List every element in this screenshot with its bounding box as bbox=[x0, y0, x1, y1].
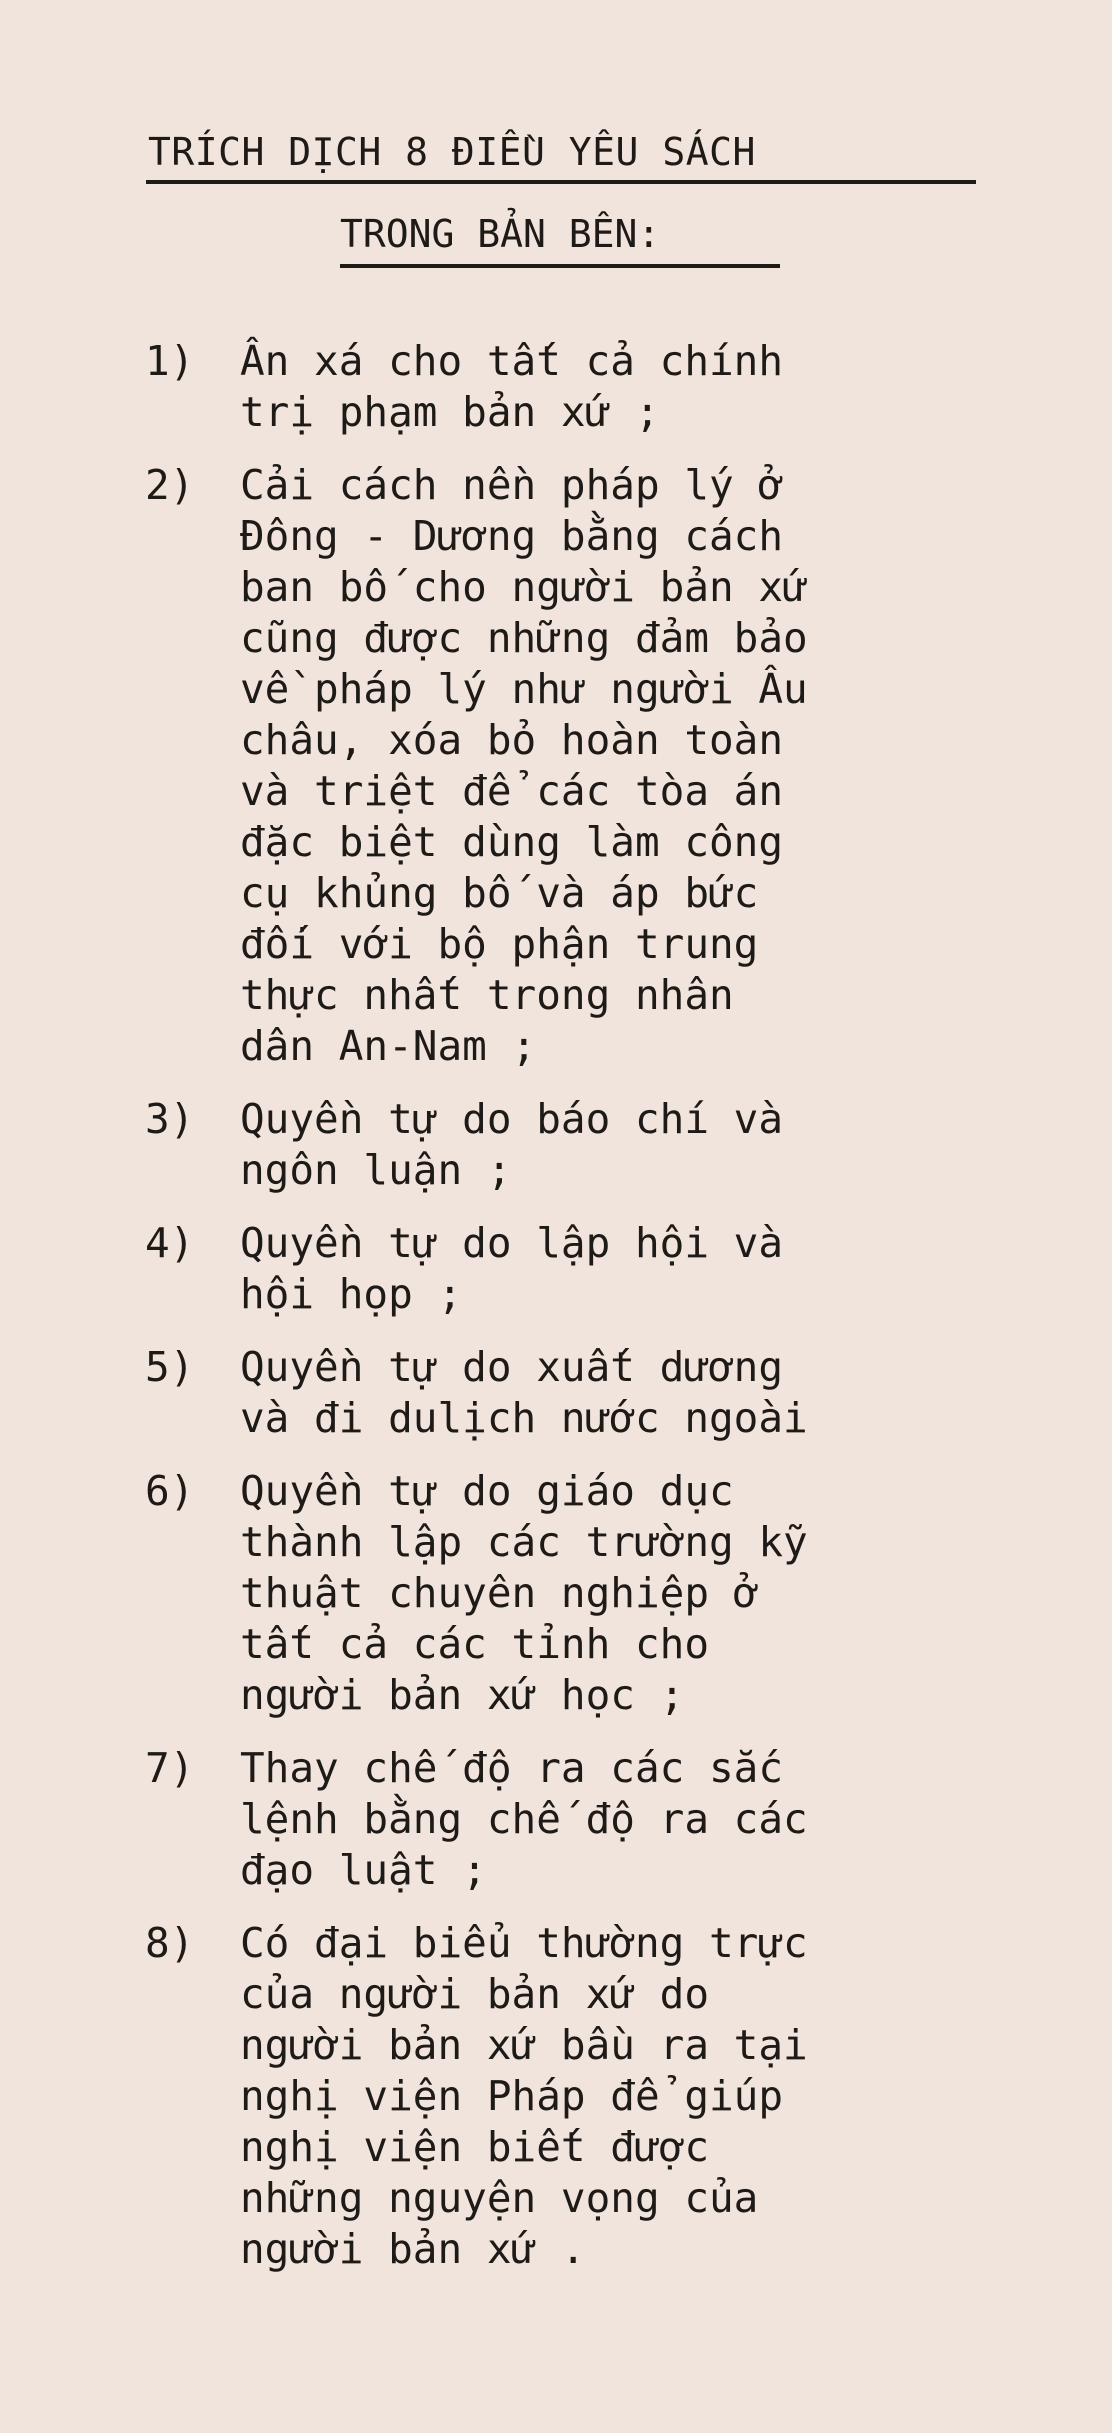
item-text-line: nghị viện biết được bbox=[240, 2123, 709, 2171]
item-text-line: những nguyện vọng của bbox=[240, 2174, 759, 2222]
item-text-line: ban bố cho người bản xứ bbox=[240, 563, 808, 611]
item-text-line: ngôn luận ; bbox=[240, 1146, 512, 1194]
item-text bbox=[240, 460, 1005, 1072]
item-text-line: người bản xứ học ; bbox=[240, 1671, 685, 1719]
item-text bbox=[240, 1218, 1005, 1320]
list-item bbox=[145, 1466, 1005, 1721]
item-text-line: cụ khủng bố và áp bức bbox=[240, 869, 759, 917]
document-title-line-2: TRONG BẢN BÊN: bbox=[340, 212, 661, 256]
item-text-line: đặc biệt dùng làm công bbox=[240, 818, 784, 866]
item-text-line: đạo luật ; bbox=[240, 1846, 487, 1894]
item-text-line: cũng được những đảm bảo bbox=[240, 614, 808, 662]
item-text bbox=[240, 1466, 1005, 1721]
item-number: 5) bbox=[145, 1343, 195, 1391]
item-text-line: thực nhất trong nhân bbox=[240, 971, 734, 1019]
item-text bbox=[240, 1342, 1005, 1444]
list-item bbox=[145, 1743, 1005, 1896]
title-underline-2 bbox=[340, 264, 780, 268]
item-text-line: lệnh bằng chế độ ra các bbox=[240, 1795, 808, 1843]
item-text-line: người bản xứ . bbox=[240, 2225, 586, 2273]
item-text-line: và triệt để các tòa án bbox=[240, 767, 784, 815]
item-text-line: Ân xá cho tất cả chính bbox=[240, 337, 784, 385]
item-text-line: hội họp ; bbox=[240, 1270, 463, 1318]
document-title-line-1: TRÍCH DỊCH 8 ĐIỀU YÊU SÁCH bbox=[148, 130, 756, 174]
item-text-line: Có đại biểu thường trực bbox=[240, 1919, 808, 1967]
item-number: 4) bbox=[145, 1219, 195, 1267]
list-item bbox=[145, 1918, 1005, 2275]
item-text-line: tất cả các tỉnh cho bbox=[240, 1620, 709, 1668]
list-item bbox=[145, 1218, 1005, 1320]
item-text-line: và đi dulịch nước ngoài bbox=[240, 1394, 808, 1442]
item-text-line: Quyền tự do lập hội và bbox=[240, 1219, 784, 1267]
item-text-line: thành lập các trường kỹ bbox=[240, 1518, 808, 1566]
item-text-line: về pháp lý như người Âu bbox=[240, 665, 808, 713]
item-text-line: Đông - Dương bằng cách bbox=[240, 512, 784, 560]
item-text-line: trị phạm bản xứ ; bbox=[240, 388, 660, 436]
item-text-line: đối với bộ phận trung bbox=[240, 920, 759, 968]
item-text-line: dân An-Nam ; bbox=[240, 1022, 537, 1070]
item-number: 7) bbox=[145, 1744, 195, 1792]
list-item bbox=[145, 1094, 1005, 1196]
list-item bbox=[145, 1342, 1005, 1444]
item-number: 1) bbox=[145, 337, 195, 385]
list-item bbox=[145, 460, 1005, 1072]
list-item bbox=[145, 336, 1005, 438]
item-text-line: Quyền tự do báo chí và bbox=[240, 1095, 784, 1143]
item-text-line: người bản xứ bầu ra tại bbox=[240, 2021, 808, 2069]
item-text-line: nghị viện Pháp để giúp bbox=[240, 2072, 784, 2120]
item-text-line: châu, xóa bỏ hoàn toàn bbox=[240, 716, 784, 764]
item-text bbox=[240, 1918, 1005, 2275]
item-text-line: của người bản xứ do bbox=[240, 1970, 709, 2018]
title-underline-1 bbox=[146, 180, 976, 184]
item-number: 2) bbox=[145, 461, 195, 509]
item-text-line: Thay chế độ ra các sắc bbox=[240, 1744, 784, 1792]
item-text bbox=[240, 1094, 1005, 1196]
item-text-line: Quyền tự do xuất dương bbox=[240, 1343, 784, 1391]
item-text-line: thuật chuyên nghiệp ở bbox=[240, 1569, 759, 1617]
item-text-line: Quyền tự do giáo dục bbox=[240, 1467, 734, 1515]
item-number: 8) bbox=[145, 1919, 195, 1967]
demands-list bbox=[145, 336, 1005, 2297]
item-text bbox=[240, 336, 1005, 438]
item-text bbox=[240, 1743, 1005, 1896]
item-number: 6) bbox=[145, 1467, 195, 1515]
item-number: 3) bbox=[145, 1095, 195, 1143]
item-text-line: Cải cách nền pháp lý ở bbox=[240, 461, 784, 509]
